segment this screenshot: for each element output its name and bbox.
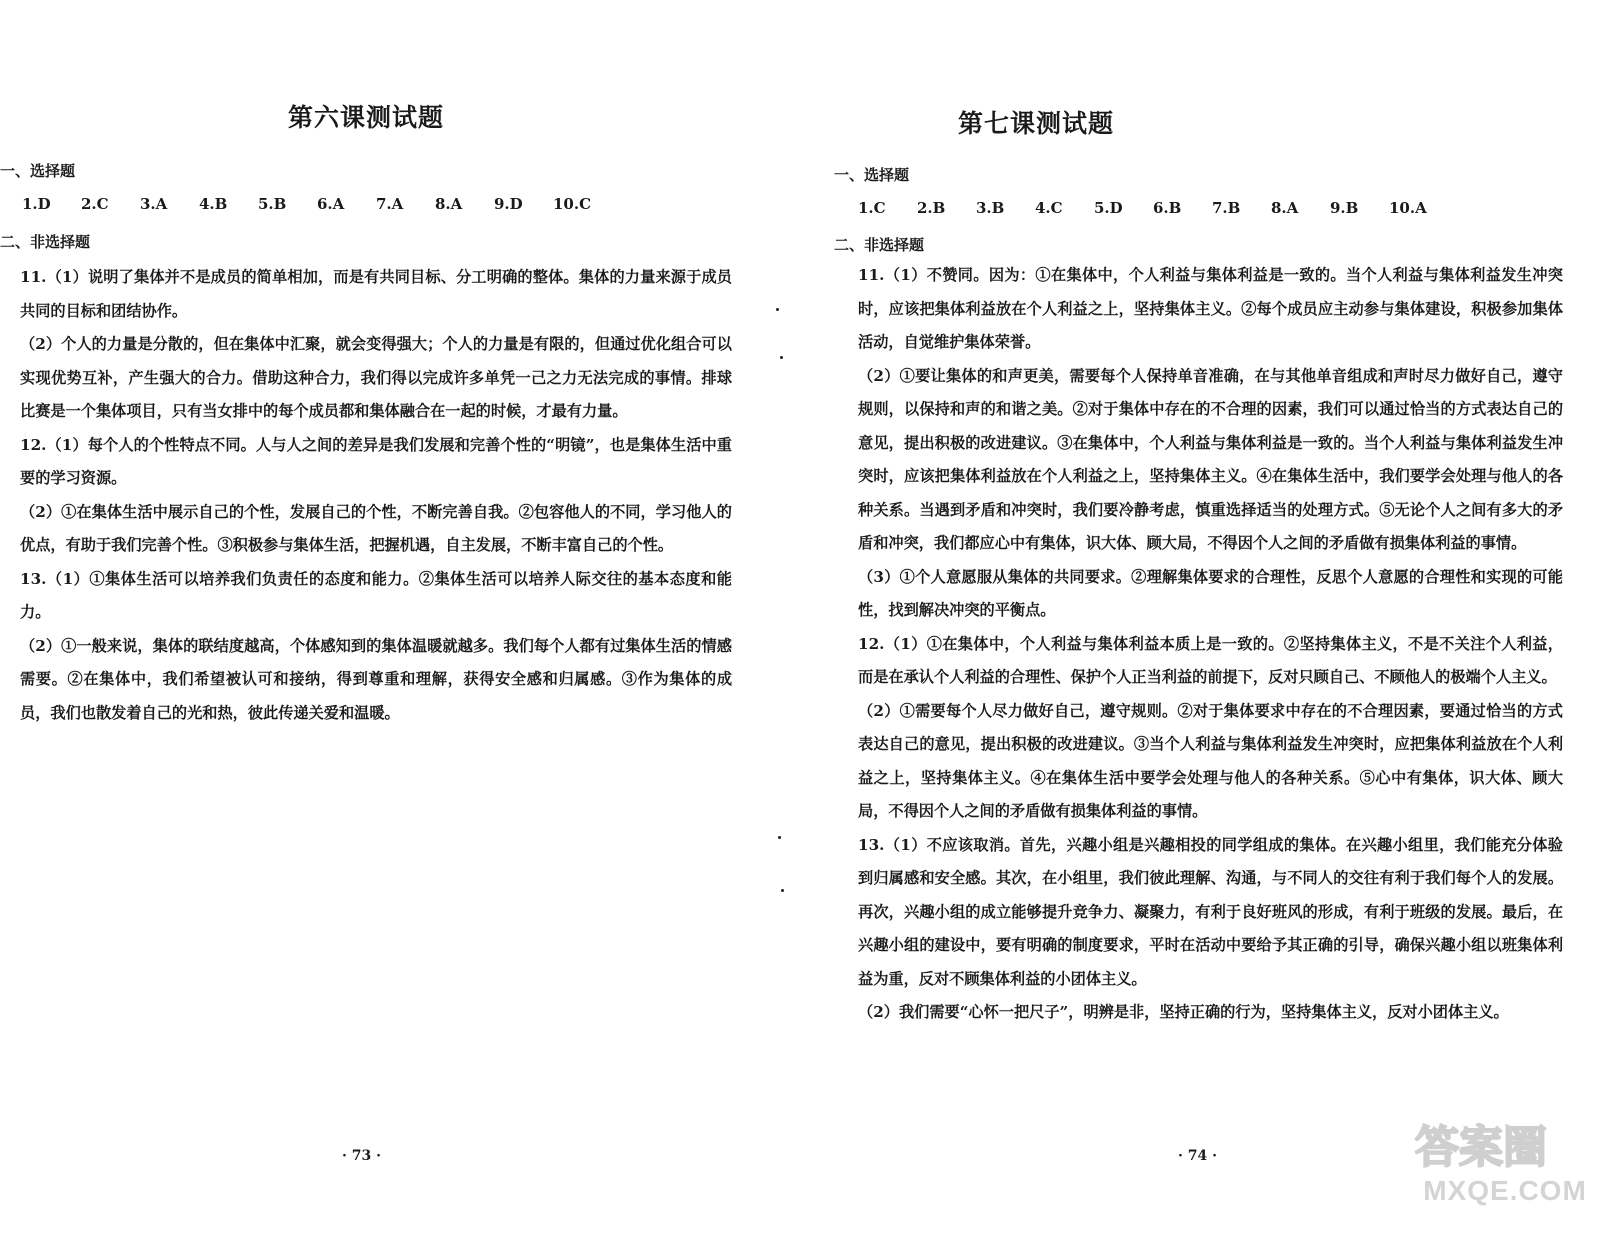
page-number: · 74 · [1178, 1148, 1217, 1164]
page-title: 第六课测试题 [288, 103, 445, 132]
right-page [828, 0, 1600, 1238]
scan-speck [781, 889, 784, 892]
answer-paragraph: 11.（1）说明了集体并不是成员的简单相加，而是有共同目标、分工明确的整体。集体的力量来源于成员共同的目标和团结协作。 [20, 268, 732, 320]
answer-body [858, 259, 1563, 1030]
answer-item: 3.A [140, 195, 168, 213]
answer-item: 4.B [199, 195, 228, 213]
answer-paragraph: （2）①在集体生活中展示自己的个性，发展自己的个性，不断完善自我。②包容他人的不同，学习他人的优点，有助于我们完善个性。③积极参与集体生活，把握机遇，自主发展，不断丰富自己的个性。 [20, 502, 732, 554]
section-heading-choice: 一、选择题 [0, 162, 76, 180]
answer-item: 1.C [858, 199, 886, 217]
answer-paragraph: （2）①一般来说，集体的联结度越高，个体感知到的集体温暖就越多。我们每个人都有过集体生活的情感需要。②在集体中，我们希望被认可和接纳，得到尊重和理解，获得安全感和归属感。③作为集体的成员，我们也散发着自己的光和热，彼此传递关爱和温暖。 [20, 636, 732, 722]
answer-item: 2.C [81, 195, 109, 213]
answer-key-row [858, 199, 1448, 217]
page-number: · 73 · [342, 1148, 381, 1164]
answer-paragraph: （2）我们需要“心怀一把尺子”，明辨是非，坚持正确的行为，坚持集体主义，反对小团体主义。 [858, 1003, 1509, 1021]
answer-item: 8.A [1271, 199, 1299, 217]
scan-speck [776, 308, 779, 311]
answer-item: 7.A [376, 195, 404, 213]
answer-item: 9.B [1330, 199, 1359, 217]
answer-item: 8.A [435, 195, 463, 213]
answer-item: 7.B [1212, 199, 1241, 217]
answer-item: 4.C [1035, 199, 1063, 217]
answer-paragraph: （3）①个人意愿服从集体的共同要求。②理解集体要求的合理性，反思个人意愿的合理性和实现的可能性，找到解决冲突的平衡点。 [858, 567, 1563, 619]
left-page [0, 0, 770, 1238]
scan-speck [780, 356, 783, 359]
answer-item: 5.D [1094, 199, 1123, 217]
section-heading-choice: 一、选择题 [834, 166, 910, 184]
answer-item: 10.C [553, 195, 592, 213]
answer-paragraph: （2）①要让集体的和声更美，需要每个人保持单音准确，在与其他单音组成和声时尽力做好自己，遵守规则，以保持和声的和谐之美。②对于集体中存在的不合理的因素，我们可以通过恰当的方式表达自己的意见，提出积极的改进建议。③在集体中，个人利益与集体利益是一致的。当个人利益与集体利益发生冲突时，应该把集体利益放在个人利益之上，坚持集体主义。④在集体生活中，我们要学会处理与他人的各种关系。当遇到矛盾和冲突时，我们要冷静考虑，慎重选择适当的处理方式。⑤无论个人之间有多大的矛盾和冲突，我们都应心中有集体，识大体、顾大局，不得因个人之间的矛盾做有损集体利益的事情。 [858, 366, 1563, 552]
answer-paragraph: 13.（1）①集体生活可以培养我们负责任的态度和能力。②集体生活可以培养人际交往的基本态度和能力。 [20, 569, 732, 621]
answer-body [20, 261, 732, 730]
answer-item: 2.B [917, 199, 946, 217]
answer-paragraph: 12.（1）①在集体中，个人利益与集体利益本质上是一致的。②坚持集体主义，不是不关注个人利益，而是在承认个人利益的合理性、保护个人正当利益的前提下，反对只顾自己、不顾他人的极端个人主义。 [858, 634, 1563, 686]
answer-item: 1.D [22, 195, 51, 213]
answer-item: 5.B [258, 195, 287, 213]
scan-speck [778, 836, 781, 839]
watermark-logo [1395, 1112, 1595, 1234]
watermark-site: MXQE.COM [1423, 1175, 1587, 1206]
section-heading-nonchoice: 二、非选择题 [834, 236, 925, 254]
answer-item: 6.B [1153, 199, 1182, 217]
answer-item: 10.A [1389, 199, 1427, 217]
answer-item: 3.B [976, 199, 1005, 217]
watermark-logo-text: 答案圈 [1415, 1122, 1547, 1173]
answer-item: 6.A [317, 195, 345, 213]
answer-key-row [22, 195, 612, 213]
answer-item: 9.D [494, 195, 523, 213]
answer-paragraph: （2）①需要每个人尽力做好自己，遵守规则。②对于集体要求中存在的不合理因素，要通过恰当的方式表达自己的意见，提出积极的改进建议。③当个人利益与集体利益发生冲突时，应把集体利益放在个人利益之上，坚持集体主义。④在集体生活中要学会处理与他人的各种关系。⑤心中有集体，识大体、顾大局，不得因个人之间的矛盾做有损集体利益的事情。 [858, 701, 1563, 820]
page-title: 第七课测试题 [958, 109, 1115, 138]
answer-paragraph: （2）个人的力量是分散的，但在集体中汇聚，就会变得强大；个人的力量是有限的，但通过优化组合可以实现优势互补，产生强大的合力。借助这种合力，我们得以完成许多单凭一己之力无法完成的事情。排球比赛是一个集体项目，只有当女排中的每个成员都和集体融合在一起的时候，才最有力量。 [20, 335, 732, 420]
answer-paragraph: 12.（1）每个人的个性特点不同。人与人之间的差异是我们发展和完善个性的“明镜”，也是集体生活中重要的学习资源。 [20, 435, 732, 487]
section-heading-nonchoice: 二、非选择题 [0, 233, 91, 251]
answer-paragraph: 13.（1）不应该取消。首先，兴趣小组是兴趣相投的同学组成的集体。在兴趣小组里，我们能充分体验到归属感和安全感。其次，在小组里，我们彼此理解、沟通，与不同人的交往有利于我们每个人的发展。再次，兴趣小组的成立能够提升竞争力、凝聚力，有利于良好班风的形成，有利于班级的发展。最后，在兴趣小组的建设中，要有明确的制度要求，平时在活动中要给予其正确的引导，确保兴趣小组以班集体利益为重，反对不顾集体利益的小团体主义。 [858, 835, 1563, 988]
answer-paragraph: 11.（1）不赞同。因为：①在集体中，个人利益与集体利益是一致的。当个人利益与集体利益发生冲突时，应该把集体利益放在个人利益之上，坚持集体主义。②每个成员应主动参与集体建设，积极参加集体活动，自觉维护集体荣誉。 [858, 266, 1563, 351]
